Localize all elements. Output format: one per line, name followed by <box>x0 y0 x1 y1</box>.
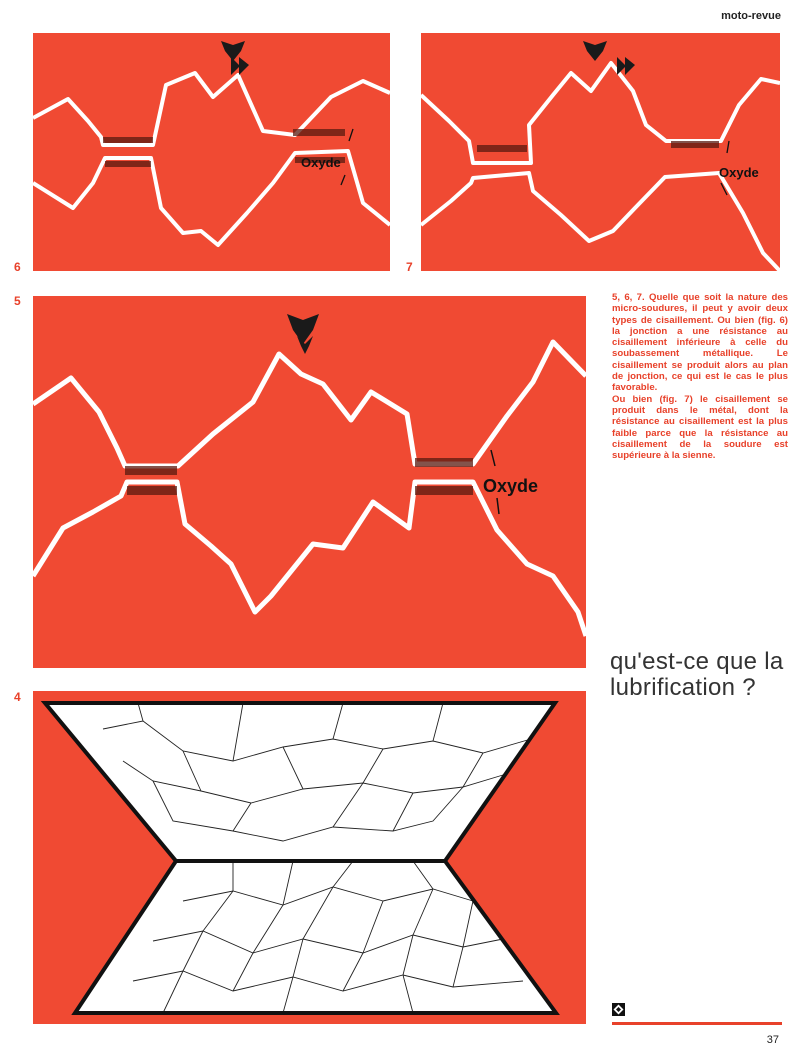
end-mark-icon <box>612 1003 625 1016</box>
figure-4-grain-diagram <box>33 691 586 1024</box>
figure-5-panel <box>33 296 586 668</box>
figure-6-panel <box>33 33 390 271</box>
caption-paragraph-1: 5, 6, 7. Quelle que soit la nature des micro-soudures, il peut y avoir deux types de cisaillement. Ou bien (fig. 6) la jonction a une résistance au cisaillement inférieure à celle du soubassement métallique. Le cisaillement se produit alors au plan de jonction, ce qui est le cas le plus favorable. <box>612 292 788 394</box>
figure-4-number: 4 <box>14 690 21 704</box>
footer-rule <box>612 1022 782 1025</box>
figure-5-number: 5 <box>14 294 21 308</box>
magazine-name: moto-revue <box>721 10 781 22</box>
figure-4-panel <box>33 691 586 1024</box>
figure-5-oxide-label: Oxyde <box>483 476 539 496</box>
figure-7-panel <box>421 33 780 271</box>
figure-5-diagram <box>33 296 586 668</box>
figure-7-oxide-label: Oxyde <box>719 165 759 180</box>
page-number: 37 <box>766 1034 779 1046</box>
caption-paragraph-2: Ou bien (fig. 7) le cisaillement se produit dans le métal, dont la résistance au cisaillement est la plus faible parce que la résistance au cisaillement de la soudure est supérieure à la sienne. <box>612 393 788 462</box>
figure-7-number: 7 <box>406 260 413 274</box>
figure-caption <box>612 292 788 461</box>
section-title: qu'est-ce que la lubrification ? <box>610 648 784 701</box>
figure-6-number: 6 <box>14 260 21 274</box>
figure-6-diagram <box>33 33 390 271</box>
figure-7-diagram <box>421 33 780 271</box>
figure-6-oxide-label: Oxyde <box>301 155 341 170</box>
